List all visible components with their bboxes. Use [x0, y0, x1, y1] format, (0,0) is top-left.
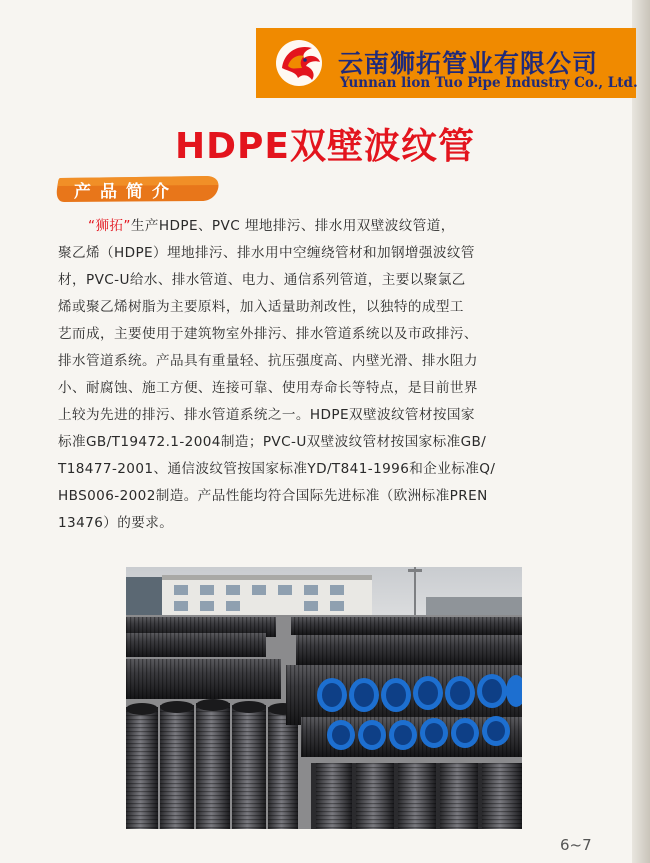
description-line: 材，PVC-U给水、排水管道、电力、通信系列管道，主要以聚氯乙: [58, 272, 466, 288]
product-description: [58, 213, 610, 537]
description-line: 小、耐腐蚀、施工方便、连接可靠、使用寿命长等特点，是目前世界: [58, 380, 478, 396]
description-line: 排水管道系统。产品具有重量轻、抗压强度高、内壁光滑、排水阻力: [58, 353, 478, 369]
section-heading: [56, 174, 222, 204]
description-line: T18477-2001、通信波纹管按国家标准YD/T841-1996和企业标准Q/: [58, 461, 496, 477]
lion-head-logo-icon: [272, 38, 326, 88]
page-title: HDPE双壁波纹管: [175, 126, 475, 167]
description-line: [58, 213, 610, 240]
description-line: 上较为先进的排污、排水管道系统之一。HDPE双壁波纹管材按国家: [58, 407, 475, 423]
description-line: 聚乙烯（HDPE）埋地排污、排水用中空缠绕管材和加钢增强波纹管: [58, 245, 475, 261]
description-line: HBS006-2002制造。产品性能均符合国际先进标准（欧洲标准PREN: [58, 488, 488, 504]
description-line: 13476）的要求。: [58, 515, 174, 531]
company-name-en: Yunnan lion Tuo Pipe Industry Co., Ltd.: [340, 75, 638, 91]
description-line: 标准GB/T19472.1-2004制造；PVC-U双壁波纹管材按国家标准GB/: [58, 434, 487, 450]
description-line: 艺而成，主要使用于建筑物室外排污、排水管道系统以及市政排污、: [58, 326, 478, 342]
description-text: 生产HDPE、PVC 埋地排污、排水用双壁波纹管道，: [130, 218, 455, 234]
factory-pipes-photo: [126, 567, 522, 829]
company-name-cn: 云南狮拓管业有限公司: [338, 49, 599, 78]
section-heading-label: 产品简介: [74, 182, 178, 202]
brand-name: “狮拓”: [88, 218, 131, 234]
page-number: 6~7: [560, 836, 592, 854]
description-line: 烯或聚乙烯树脂为主要原料，加入适量助剂改性，以独特的成型工: [58, 299, 464, 315]
